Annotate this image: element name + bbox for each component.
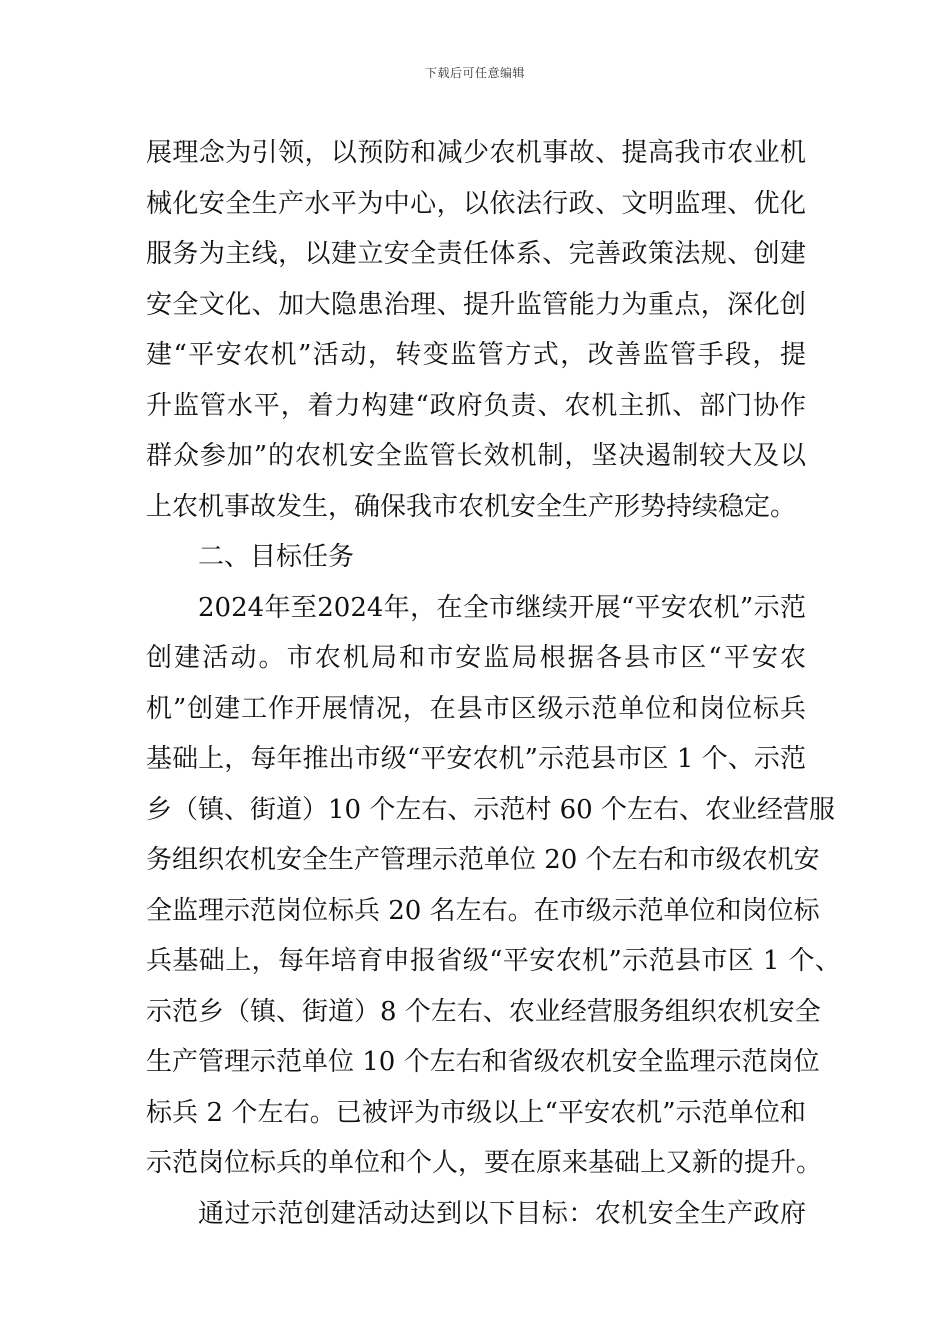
text-line: 械化安全生产水平为中心，以依法行政、文明监理、优化 [146,188,806,219]
text-line: 示范岗位标兵的单位和个人，要在原来基础上又新的提升。 [146,1148,823,1178]
text-line: 服务为主线，以建立安全责任体系、完善政策法规、创建 [146,239,806,269]
text-line: 示范乡（镇、街道）8 个左右、农业经营服务组织农机安全 [146,996,821,1027]
text-line: 升监管水平，着力构建“政府负责、农机主抓、部门协作 [146,390,806,421]
text-line: 兵基础上，每年培育申报省级“平安农机”示范县市区 1 个、 [146,946,842,976]
text-line: 2024年至2024年，在全市继续开展“平安农机”示范 [198,592,806,623]
text-line: 机”创建工作开展情况，在县市区级示范单位和岗位标兵 [146,693,806,724]
text-line: 群众参加”的农机安全监管长效机制，坚决遏制较大及以 [146,441,806,471]
text-line: 创建活动。市农机局和市安监局根据各县市区“平安农 [146,643,806,673]
page-header-note: 下载后可任意编辑 [424,66,525,80]
text-line: 展理念为引领，以预防和减少农机事故、提高我市农业机 [146,138,806,168]
text-line: 生产管理示范单位 10 个左右和省级农机安全监理示范岗位 [146,1047,820,1077]
document-body [146,128,842,1239]
text-line: 上农机事故发生，确保我市农机安全生产形势持续稳定。 [146,491,797,522]
text-line: 乡（镇、街道）10 个左右、示范村 60 个左右、农业经营服 [146,794,835,825]
text-line: 全监理示范岗位标兵 20 名左右。在市级示范单位和岗位标 [146,895,820,926]
text-line: 务组织农机安全生产管理示范单位 20 个左右和市级农机安 [146,845,820,875]
text-line: 安全文化、加大隐患治理、提升监管能力为重点，深化创 [146,289,806,320]
text-line: 标兵 2 个左右。已被评为市级以上“平安农机”示范单位和 [146,1097,806,1128]
text-line: 二、目标任务 [198,542,355,572]
text-line: 建“平安农机”活动，转变监管方式，改善监管手段，提 [146,340,806,370]
text-line: 通过示范创建活动达到以下目标：农机安全生产政府 [198,1198,806,1229]
text-line: 基础上，每年推出市级“平安农机”示范县市区 1 个、示范 [146,744,806,774]
